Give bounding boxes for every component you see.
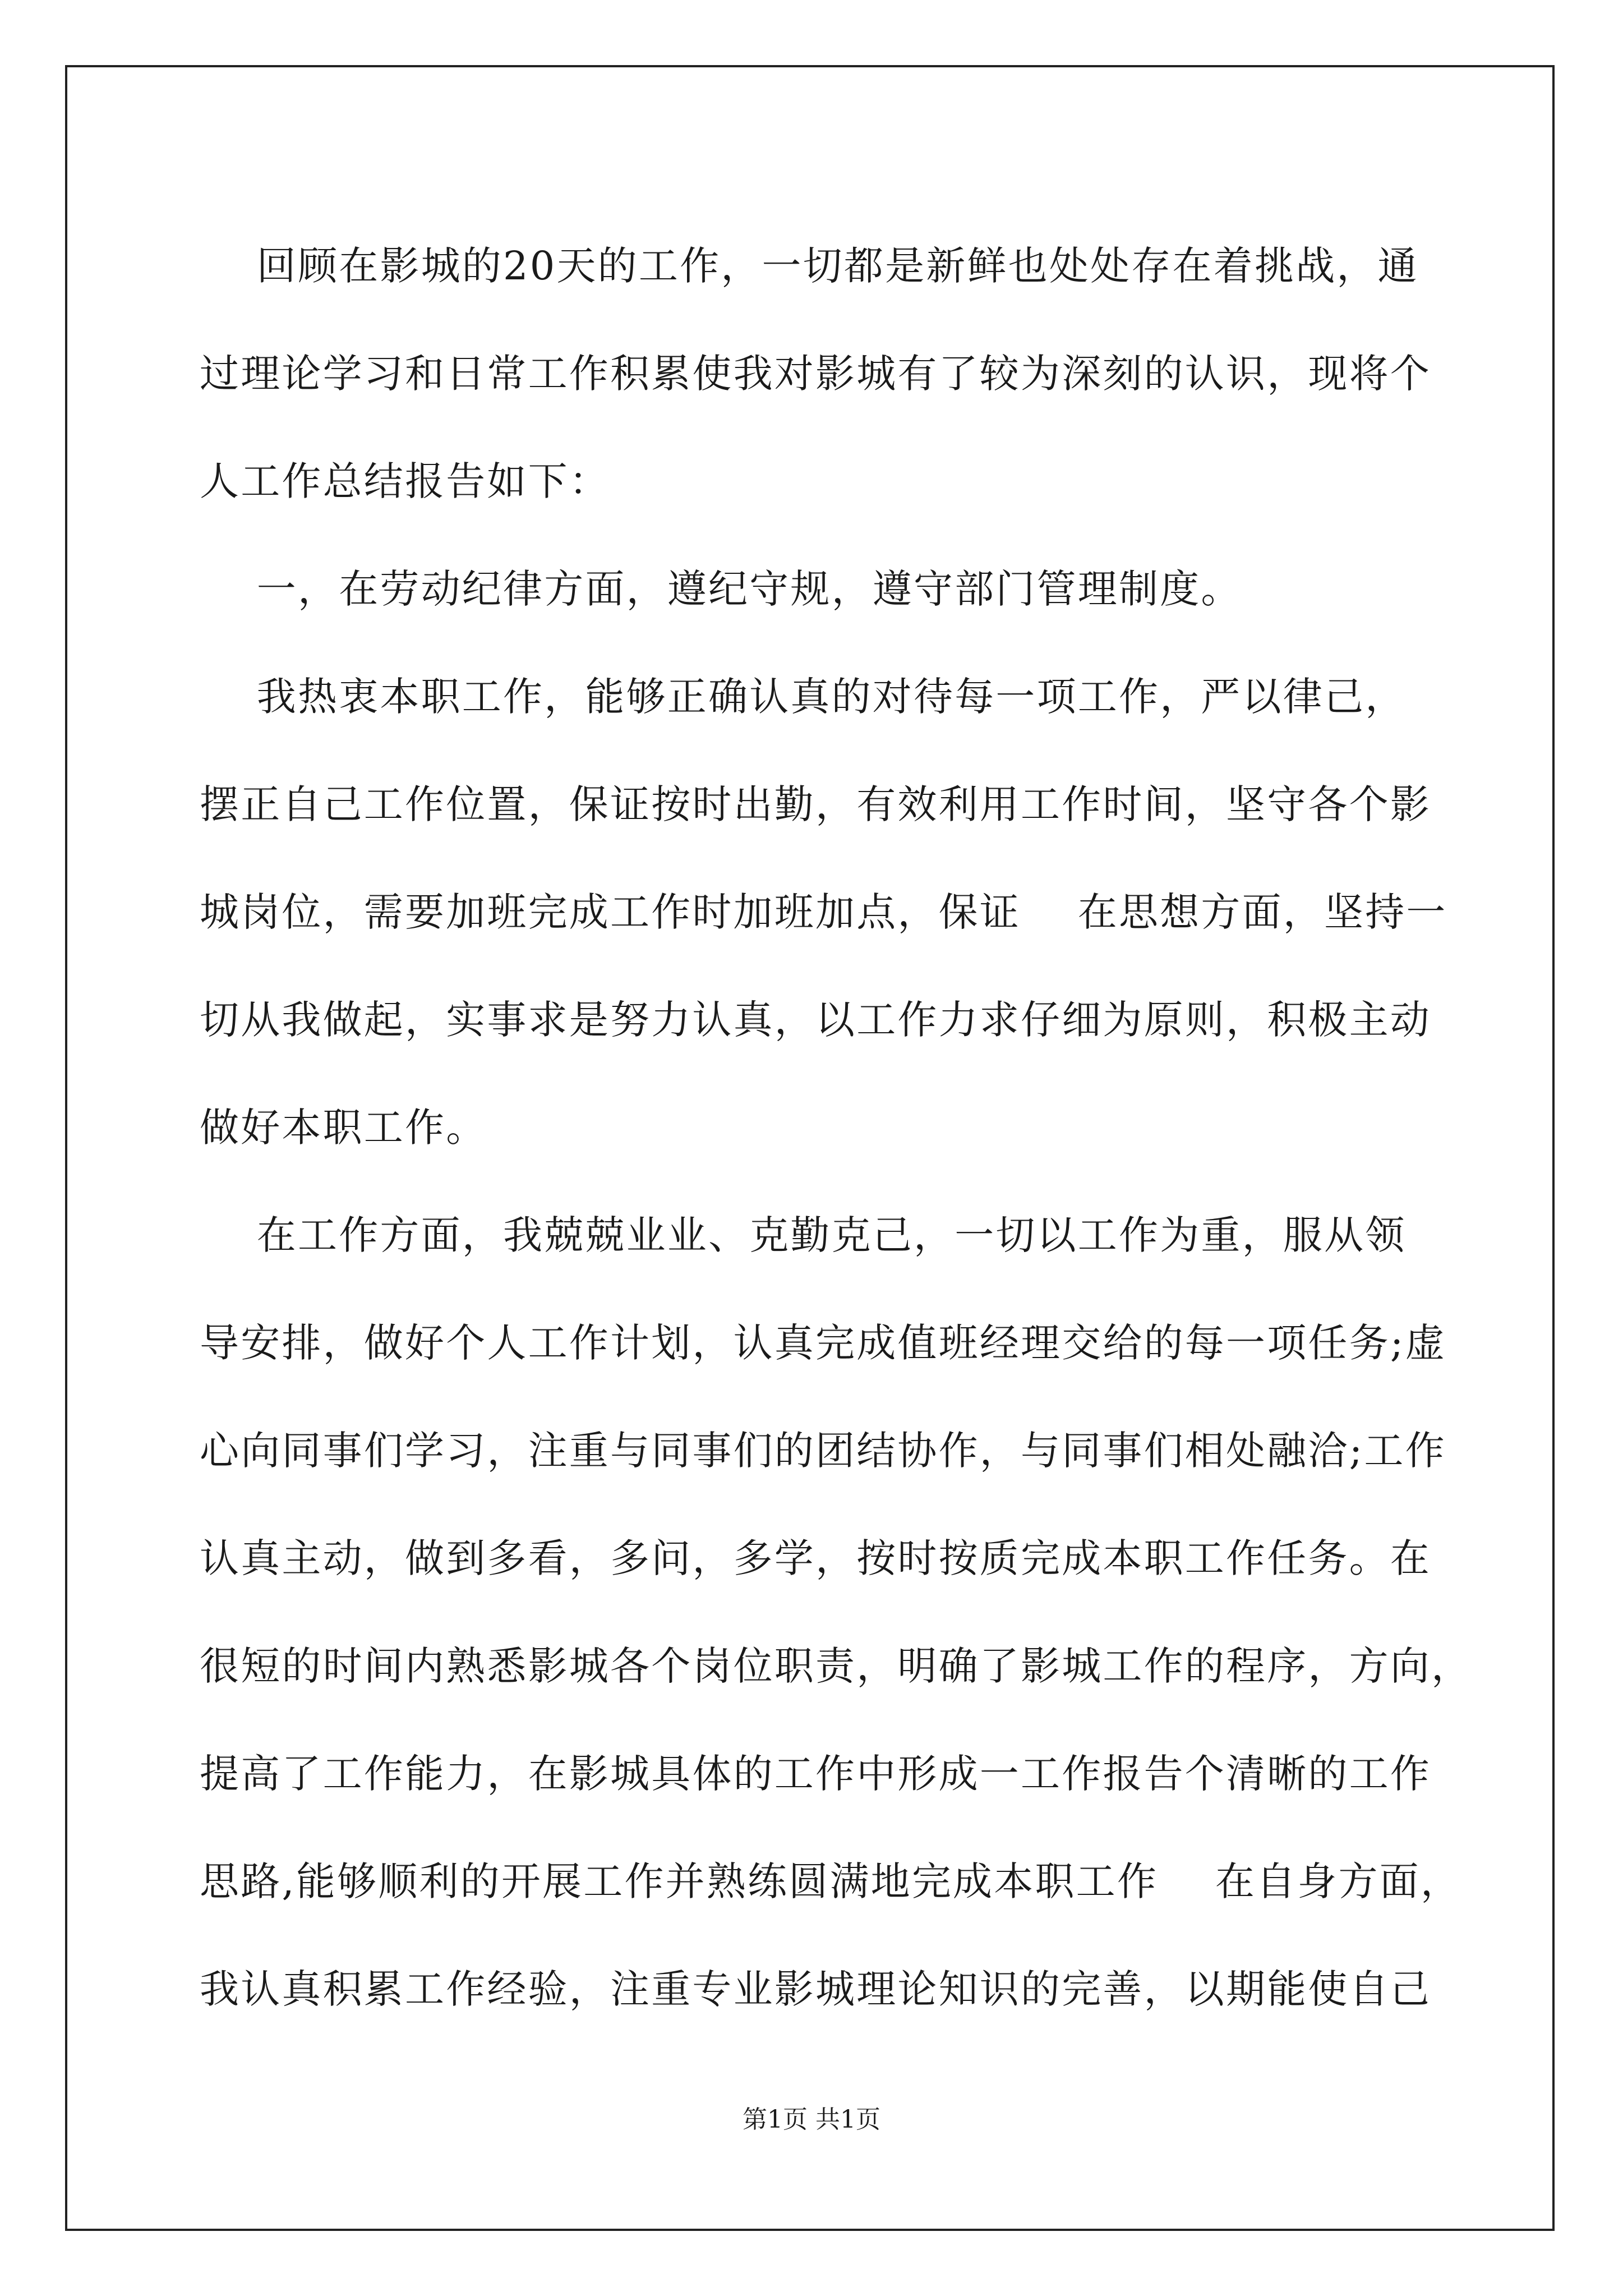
page-number-footer: 第1页 共1页 (743, 2105, 880, 2134)
text-line: 认真主动，做到多看，多问，多学，按时按质完成本职工作任务。在 (200, 1535, 1431, 1581)
text-line: 摆正自己工作位置，保证按时出勤，有效利用工作时间，坚守各个影 (200, 781, 1431, 827)
text-line: 人工作总结报告如下： (200, 458, 610, 504)
text-line: 切从我做起，实事求是努力认真，以工作力求仔细为原则，积极主动 (200, 997, 1431, 1043)
text-line: 心向同事们学习，注重与同事们的团结协作，与同事们相处融洽;工作 (200, 1428, 1446, 1474)
text-line: 做好本职工作。 (200, 1105, 487, 1151)
text-line: 很短的时间内熟悉影城各个岗位职责，明确了影城工作的程序，方向， (200, 1643, 1473, 1689)
text-line: 导安排，做好个人工作计划，认真完成值班经理交给的每一项任务;虚 (200, 1320, 1446, 1366)
document-body (200, 212, 1473, 2043)
text-line: 我认真积累工作经验，注重专业影城理论知识的完善，以期能使自己 (200, 1966, 1431, 2012)
text-line: 在工作方面，我兢兢业业、克勤克己，一切以工作为重，服从领 (200, 1212, 1407, 1258)
text-line: 一，在劳动纪律方面，遵纪守规，遵守部门管理制度。 (200, 566, 1242, 612)
text-line: 思路,能够顺利的开展工作并熟练圆满地完成本职工作 在自身方面， (200, 1858, 1462, 1904)
text-line: 提高了工作能力，在影城具体的工作中形成一工作报告个清晰的工作 (200, 1751, 1431, 1797)
text-line: 过理论学习和日常工作积累使我对影城有了较为深刻的认识，现将个 (200, 351, 1431, 397)
text-line: 回顾在影城的20天的工作，一切都是新鲜也处处存在着挑战，通 (200, 243, 1419, 289)
text-line: 我热衷本职工作，能够正确认真的对待每一项工作，严以律己， (200, 674, 1407, 720)
text-line: 城岗位，需要加班完成工作时加班加点，保证 在思想方面，坚持一 (200, 889, 1447, 935)
